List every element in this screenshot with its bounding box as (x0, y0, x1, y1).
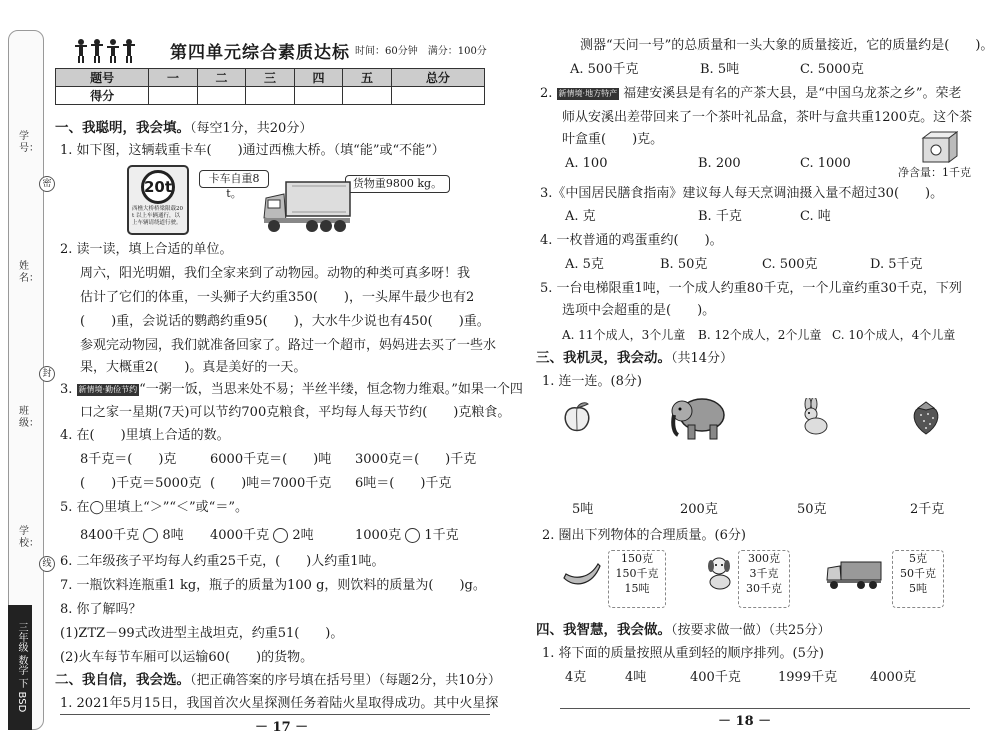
question-3-2: 2. 圈出下列物体的合理质量。(6分) (542, 528, 746, 543)
mass-choice[interactable]: 300克 (748, 552, 780, 565)
compare-item (80, 526, 184, 546)
option: D. 5千克 (870, 257, 923, 272)
mass-choice[interactable]: 30千克 (746, 582, 782, 595)
grade-subject-band: 三年级 数学 下 BSD (8, 605, 32, 730)
section-1-heading (55, 118, 312, 139)
truck-weight-bubble: 卡车自重8 t。 (199, 170, 269, 188)
page-number: － 18 － (718, 714, 772, 729)
limit-sign-text: 西樵大桥桥梁限载20 t 以上车辆通行，以上车辆请绕道行驶。 (132, 206, 183, 226)
mass-item: 400千克 (690, 670, 741, 685)
mass-choice[interactable]: 150千克 (615, 567, 659, 580)
passage-line: 参观完动物园，我们就准备回家了。路过一个超市，妈妈进去买了一些水 (80, 338, 497, 353)
option: C. 1000 (800, 156, 851, 171)
passage-line: 果，大概重2( )。真是美好的一天。 (80, 360, 307, 375)
mass-choice[interactable]: 3千克 (749, 567, 779, 580)
score-cell[interactable] (149, 87, 198, 105)
conversion-item: ( )千克＝5000克 (80, 476, 202, 491)
peach-icon (560, 400, 594, 434)
score-header-cell: 五 (343, 69, 392, 87)
weight-option: 200克 (680, 502, 718, 517)
question-text: “一粥一饭，当思来处不易；半丝半缕，恒念物力维艰。”如果一个四 (139, 382, 523, 397)
question-1-3: 3. 新情境·勤俭节约 “一粥一饭，当思来处不易；半丝半缕，恒念物力维艰。”如果一个四 (60, 382, 523, 397)
score-cell[interactable] (294, 87, 343, 105)
score-row-label: 得分 (56, 87, 149, 105)
section-1-title: 一、我聪明，我会填。 (55, 120, 190, 136)
section-3-note: （共14分） (671, 351, 734, 366)
conversion-item: 6吨＝( )千克 (355, 476, 452, 491)
mass-choice-box (892, 550, 944, 608)
question-2-5: 5. 一台电梯限重1吨，一个成人约重80千克，一个儿童约重30千克，下列 (540, 281, 962, 296)
score-cell[interactable] (197, 87, 246, 105)
cargo-truck-icon (262, 180, 352, 236)
question-2-2-cont: 师从安溪出差带回来了一个茶叶礼品盒，茶叶与盒共重1200克。这个茶 (562, 110, 973, 125)
option: B. 千克 (698, 209, 742, 224)
score-table (55, 68, 485, 105)
section-4-note: （按要求做一做）（共25分） (671, 623, 831, 638)
page-title: 第四单元综合素质达标 (170, 43, 350, 63)
conversion-item: ( )吨＝7000千克 (210, 476, 332, 491)
weight-limit-sign (127, 165, 189, 235)
question-1-1: 1. 如下图，这辆载重卡车( )通过西樵大桥。（填“能”或“不能”） (60, 143, 445, 158)
question-1-8: 8. 你了解吗？ (60, 602, 142, 617)
section-2-heading (55, 670, 501, 691)
compare-right: 2吨 (292, 528, 314, 543)
score-cell[interactable] (246, 87, 295, 105)
conversion-item: 6000千克＝( )吨 (210, 452, 332, 467)
page-number: － 17 － (255, 720, 309, 735)
question-2-1: 1. 2021年5月15日，我国首次火星探测任务着陆火星取得成功。其中火星探 (60, 696, 499, 711)
mass-choice[interactable]: 5克 (909, 552, 927, 565)
rabbit-icon (796, 398, 830, 438)
option: A. 5克 (565, 257, 604, 272)
mass-choice-box (738, 550, 790, 608)
elephant-icon (670, 395, 730, 441)
option: B. 200 (698, 156, 741, 171)
compare-right: 8吨 (162, 528, 184, 543)
mass-choice[interactable]: 50千克 (900, 567, 936, 580)
question-2-4: 4. 一枚普通的鸡蛋重约( )。 (540, 233, 723, 248)
weight-option: 2千克 (910, 502, 945, 517)
puppy-icon (705, 556, 735, 590)
new-context-badge: 新情境·勤俭节约 (78, 384, 138, 394)
question-2-5-cont: 选项中会超重的是( )。 (562, 303, 716, 318)
section-1-note: （每空1分，共20分） (190, 121, 313, 136)
seal-mark-mi: 密 (39, 176, 55, 192)
conversion-item: 3000克＝( )千克 (355, 452, 477, 467)
mass-choice[interactable]: 150克 (621, 552, 653, 565)
score-cell[interactable] (343, 87, 392, 105)
net-weight-label: 净含量：1千克 (898, 166, 971, 179)
mass-choice[interactable]: 15吨 (624, 582, 650, 595)
question-2-1-cont: 测器“天问一号”的总质量和一头大象的质量接近，它的质量约是( )。 (580, 38, 994, 53)
mass-item: 4000克 (870, 670, 917, 685)
strawberry-icon (910, 400, 942, 436)
question-1-8-1: (1)ZTZ－99式改进型主战坦克，约重51( )。 (60, 626, 344, 641)
question-1-4: 4. 在( )里填上合适的数。 (60, 428, 230, 443)
passage-line: 周六，阳光明媚，我们全家来到了动物园。动物的种类可真多呀！我 (80, 266, 471, 281)
question-4-1: 1. 将下面的质量按照从重到轻的顺序排列。(5分) (542, 646, 824, 661)
section-3-title: 三、我机灵，我会动。 (536, 350, 671, 366)
question-1-3-cont: 口之家一星期(7天)可以节约700克粮食，平均每人每天节约( )克粮食。 (80, 405, 511, 420)
compare-left: 4000千克 (210, 528, 270, 543)
question-2-2-cont: 叶盒重( )克。 (562, 132, 664, 147)
question-1-7: 7. 一瓶饮料连瓶重1 kg，瓶子的质量为100 g，则饮料的质量为( )g。 (60, 578, 486, 593)
cheering-figures-icon (75, 38, 135, 64)
passage-line: 估计了它们的体重，一头狮子大约重350( )，一头犀牛最少也有2 (80, 290, 475, 305)
conversion-item: 8千克＝( )克 (80, 452, 177, 467)
compare-left: 1000克 (355, 528, 402, 543)
mass-item: 1999千克 (778, 670, 838, 685)
compare-item (355, 526, 459, 546)
passage-line: ( )重，会说话的鹦鹉约重95( )，大水牛少说也有450( )重。 (80, 314, 490, 329)
option: C. 10个成人，4个儿童 (832, 328, 956, 342)
weight-option: 50克 (797, 502, 827, 517)
footer-rule (60, 714, 490, 715)
option: C. 5000克 (800, 62, 864, 77)
limit-sign-number: 20t (141, 170, 175, 204)
cargo-weight-bubble: 货物重9800 kg。 (345, 175, 450, 193)
score-header-cell: 四 (294, 69, 343, 87)
option: C. 500克 (762, 257, 818, 272)
question-2-3: 3.《中国居民膳食指南》建议每人每天烹调油摄入量不超过30( )。 (540, 186, 944, 201)
mass-item: 4吨 (625, 670, 647, 685)
truck-icon (825, 560, 883, 590)
question-1-5: 5. 在◯里填上“＞”“＜”或“＝”。 (60, 500, 248, 515)
footer-rule (560, 708, 970, 709)
compare-circle[interactable] (143, 528, 158, 543)
score-header-cell: 总分 (391, 69, 484, 87)
option: A. 100 (565, 156, 608, 171)
question-1-8-2: (2)火车每节车厢可以运输60( )的货物。 (60, 650, 314, 665)
banana-icon (562, 560, 602, 588)
score-cell[interactable] (391, 87, 484, 105)
compare-circle[interactable] (273, 528, 288, 543)
tea-box-icon (920, 130, 958, 164)
section-3-heading (536, 348, 733, 369)
right-page (500, 0, 1000, 745)
option: A. 克 (565, 209, 596, 224)
option: A. 500千克 (570, 62, 639, 77)
section-2-title: 二、我自信，我会选。 (55, 672, 190, 688)
student-number-label: 学号： (19, 131, 39, 154)
question-3-1: 1. 连一连。(8分) (542, 374, 642, 389)
score-header-cell: 三 (246, 69, 295, 87)
option: B. 50克 (660, 257, 708, 272)
seal-mark-xian: 线 (39, 556, 55, 572)
option: C. 吨 (800, 209, 831, 224)
compare-item (210, 526, 314, 546)
name-label: 姓名： (19, 261, 39, 284)
class-label: 班级： (19, 406, 39, 429)
seal-mark-feng: 封 (39, 366, 55, 382)
question-text: 福建安溪县是有名的产茶大县，是“中国乌龙茶之乡”。荣老 (623, 86, 962, 101)
section-2-note: （把正确答案的序号填在括号里）（每题2分，共10分） (190, 673, 501, 688)
score-header-cell: 二 (197, 69, 246, 87)
new-context-badge: 新情境·地方特产 (558, 88, 618, 98)
compare-circle[interactable] (405, 528, 420, 543)
question-2-2: 2. 新情境·地方特产 福建安溪县是有名的产茶大县，是“中国乌龙茶之乡”。荣老 (540, 86, 962, 101)
score-header-cell: 题号 (56, 69, 149, 87)
weight-option: 5吨 (572, 502, 594, 517)
compare-right: 1千克 (424, 528, 459, 543)
section-4-title: 四、我智慧，我会做。 (536, 622, 671, 638)
mass-choice-box (608, 550, 666, 608)
score-header-cell: 一 (149, 69, 198, 87)
time-score-meta: 时间：60分钟 满分：100分 (355, 46, 487, 57)
question-1-6: 6. 二年级孩子平均每人约重25千克，( )人约重1吨。 (60, 554, 385, 569)
option: B. 12个成人，2个儿童 (698, 328, 822, 342)
compare-left: 8400千克 (80, 528, 140, 543)
school-label: 学校： (19, 526, 39, 549)
question-1-2: 2. 读一读，填上合适的单位。 (60, 242, 233, 257)
mass-choice[interactable]: 5吨 (909, 582, 927, 595)
option: B. 5吨 (700, 62, 740, 77)
mass-item: 4克 (565, 670, 587, 685)
option: A. 11个成人，3个儿童 (562, 328, 686, 342)
section-4-heading (536, 620, 831, 641)
